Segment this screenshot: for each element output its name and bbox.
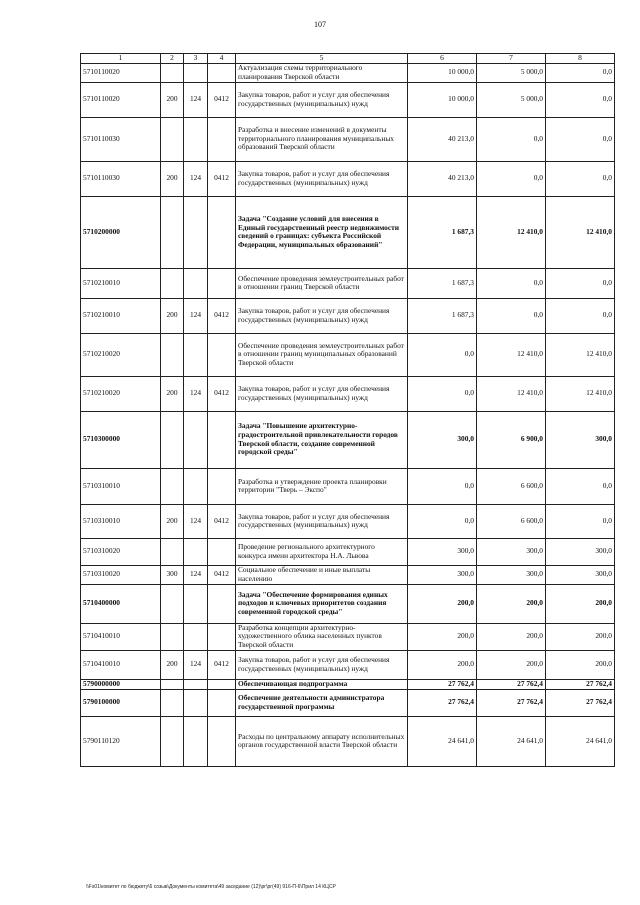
row-description: Закупка товаров, работ и услуг для обеспечения государственных (муниципальных) нужд: [236, 82, 408, 117]
row-col-4: [208, 716, 236, 766]
row-col-4: 0412: [208, 161, 236, 196]
row-description: Закупка товаров, работ и услуг для обеспечения государственных (муниципальных) нужд: [236, 504, 408, 538]
row-col-4: [208, 584, 236, 623]
row-code: 5710110030: [81, 117, 161, 161]
row-col-2: [161, 63, 184, 82]
row-col-4: [208, 196, 236, 268]
row-col-4: [208, 268, 236, 298]
row-col-2: [161, 538, 184, 565]
budget-table: [80, 53, 615, 767]
row-description: Расходы по центральному аппарату исполнительных органов государственной власти Тверской области: [236, 716, 408, 766]
row-value-6: 1 687,3: [408, 268, 477, 298]
table-row: [81, 689, 615, 716]
row-value-6: 200,0: [408, 650, 477, 679]
row-code: 5710110020: [81, 63, 161, 82]
row-value-8: 0,0: [546, 268, 615, 298]
row-col-2: 200: [161, 376, 184, 411]
row-col-4: [208, 117, 236, 161]
row-value-8: 300,0: [546, 411, 615, 468]
row-value-6: 300,0: [408, 411, 477, 468]
row-col-4: [208, 411, 236, 468]
row-col-3: [184, 584, 208, 623]
row-value-8: 27 762,4: [546, 679, 615, 689]
row-description: Обеспечение деятельности администратора государственной программы: [236, 689, 408, 716]
row-col-2: [161, 716, 184, 766]
column-header: 7: [477, 54, 546, 64]
row-col-4: 0412: [208, 376, 236, 411]
row-value-6: 10 000,0: [408, 82, 477, 117]
row-value-8: 24 641,0: [546, 716, 615, 766]
row-value-7: 0,0: [477, 161, 546, 196]
row-code: 5790000000: [81, 679, 161, 689]
row-value-7: 200,0: [477, 584, 546, 623]
row-col-2: [161, 411, 184, 468]
row-col-2: 200: [161, 161, 184, 196]
table-row: [81, 82, 615, 117]
row-value-6: 10 000,0: [408, 63, 477, 82]
row-code: 5790110120: [81, 716, 161, 766]
row-code: 5710400000: [81, 584, 161, 623]
table-row: [81, 584, 615, 623]
row-col-4: [208, 63, 236, 82]
row-code: 5710210020: [81, 376, 161, 411]
row-value-7: 6 900,0: [477, 411, 546, 468]
row-value-7: 6 600,0: [477, 468, 546, 504]
column-header-row: [81, 54, 615, 64]
row-description: Разработка и утверждение проекта планировки территории "Тверь – Экспо": [236, 468, 408, 504]
row-value-7: 6 600,0: [477, 504, 546, 538]
row-value-7: 12 410,0: [477, 376, 546, 411]
row-value-8: 0,0: [546, 161, 615, 196]
column-header: 8: [546, 54, 615, 64]
row-value-7: 300,0: [477, 565, 546, 584]
row-value-8: 12 410,0: [546, 376, 615, 411]
row-col-4: [208, 333, 236, 376]
file-path-footer: \\Fs01\комитет по бюджету\6 созыв\Документы комитета\49 заседание (12)\рг\рг(49) 916-П-6\Прил 14 КЦСР: [86, 884, 336, 890]
row-value-8: 0,0: [546, 82, 615, 117]
row-col-2: [161, 584, 184, 623]
table-row: [81, 538, 615, 565]
row-col-3: [184, 196, 208, 268]
column-header: 1: [81, 54, 161, 64]
row-value-6: 200,0: [408, 623, 477, 650]
row-value-8: 200,0: [546, 623, 615, 650]
row-col-3: [184, 411, 208, 468]
row-code: 5710410010: [81, 623, 161, 650]
row-value-8: 27 762,4: [546, 689, 615, 716]
row-description: Обеспечение проведения землеустроительных работ в отношении границ Тверской области: [236, 268, 408, 298]
row-value-7: 300,0: [477, 538, 546, 565]
row-col-4: [208, 623, 236, 650]
row-value-6: 27 762,4: [408, 689, 477, 716]
column-header: 3: [184, 54, 208, 64]
row-col-3: 124: [184, 565, 208, 584]
table-row: [81, 716, 615, 766]
row-col-3: 124: [184, 82, 208, 117]
row-value-6: 1 687,3: [408, 196, 477, 268]
row-col-2: [161, 468, 184, 504]
row-col-3: [184, 538, 208, 565]
row-value-6: 300,0: [408, 565, 477, 584]
row-col-4: 0412: [208, 298, 236, 333]
row-description: Задача "Обеспечение формирования единых подходов и ключевых приоритетов создания современной городской среды": [236, 584, 408, 623]
row-col-3: [184, 468, 208, 504]
table-row: [81, 196, 615, 268]
row-description: Задача "Повышение архитектурно-градостроительной привлекательности городов Тверской области, создание современной городской среды": [236, 411, 408, 468]
table-row: [81, 161, 615, 196]
table-row: [81, 117, 615, 161]
row-col-2: [161, 268, 184, 298]
row-col-3: [184, 623, 208, 650]
row-col-2: 200: [161, 504, 184, 538]
row-value-7: 27 762,4: [477, 679, 546, 689]
row-value-8: 12 410,0: [546, 333, 615, 376]
row-col-2: [161, 117, 184, 161]
row-col-3: 124: [184, 650, 208, 679]
table-row: [81, 376, 615, 411]
row-col-2: [161, 196, 184, 268]
row-code: 5790100000: [81, 689, 161, 716]
row-col-3: [184, 689, 208, 716]
column-header: 2: [161, 54, 184, 64]
row-value-6: 27 762,4: [408, 679, 477, 689]
row-col-4: 0412: [208, 504, 236, 538]
row-code: 5710310020: [81, 538, 161, 565]
page-number: 107: [314, 20, 326, 29]
row-description: Социальное обеспечение и иные выплаты населению: [236, 565, 408, 584]
table-row: [81, 298, 615, 333]
row-col-2: 200: [161, 82, 184, 117]
row-value-6: 1 687,3: [408, 298, 477, 333]
column-header: 4: [208, 54, 236, 64]
row-code: 5710310010: [81, 468, 161, 504]
row-value-8: 300,0: [546, 538, 615, 565]
row-col-2: [161, 689, 184, 716]
row-value-7: 12 410,0: [477, 333, 546, 376]
row-code: 5710210010: [81, 298, 161, 333]
row-description: Закупка товаров, работ и услуг для обеспечения государственных (муниципальных) нужд: [236, 161, 408, 196]
row-col-3: 124: [184, 504, 208, 538]
row-code: 5710110020: [81, 82, 161, 117]
row-description: Закупка товаров, работ и услуг для обеспечения государственных (муниципальных) нужд: [236, 298, 408, 333]
row-col-4: 0412: [208, 650, 236, 679]
row-value-8: 200,0: [546, 584, 615, 623]
row-code: 5710200000: [81, 196, 161, 268]
row-value-6: 300,0: [408, 538, 477, 565]
row-description: Разработка и внесение изменений в документы территориального планирования муниципальных образований Тверской области: [236, 117, 408, 161]
row-col-4: 0412: [208, 565, 236, 584]
row-col-3: [184, 333, 208, 376]
row-col-3: [184, 679, 208, 689]
table-row: [81, 411, 615, 468]
row-value-6: 24 641,0: [408, 716, 477, 766]
row-value-6: 200,0: [408, 584, 477, 623]
row-col-2: [161, 679, 184, 689]
row-value-6: 0,0: [408, 504, 477, 538]
row-description: Проведение регионального архитектурного конкурса имени архитектора Н.А. Львова: [236, 538, 408, 565]
row-description: Закупка товаров, работ и услуг для обеспечения государственных (муниципальных) нужд: [236, 650, 408, 679]
table-row: [81, 268, 615, 298]
row-value-7: 27 762,4: [477, 689, 546, 716]
row-description: Обеспечивающая подпрограмма: [236, 679, 408, 689]
row-value-6: 0,0: [408, 468, 477, 504]
row-col-2: [161, 623, 184, 650]
row-col-2: 300: [161, 565, 184, 584]
row-value-7: 0,0: [477, 117, 546, 161]
row-col-2: 200: [161, 298, 184, 333]
row-col-4: [208, 689, 236, 716]
row-value-8: 0,0: [546, 468, 615, 504]
table-row: [81, 565, 615, 584]
row-value-7: 0,0: [477, 298, 546, 333]
row-code: 5710210010: [81, 268, 161, 298]
row-value-8: 0,0: [546, 298, 615, 333]
row-col-4: [208, 679, 236, 689]
row-value-8: 0,0: [546, 63, 615, 82]
row-value-6: 0,0: [408, 376, 477, 411]
row-value-7: 5 000,0: [477, 63, 546, 82]
row-col-3: [184, 268, 208, 298]
row-value-8: 300,0: [546, 565, 615, 584]
row-value-8: 12 410,0: [546, 196, 615, 268]
table-row: [81, 333, 615, 376]
row-value-7: 200,0: [477, 650, 546, 679]
row-code: 5710210020: [81, 333, 161, 376]
row-col-3: 124: [184, 298, 208, 333]
row-value-8: 200,0: [546, 650, 615, 679]
row-value-6: 40 213,0: [408, 161, 477, 196]
row-value-6: 0,0: [408, 333, 477, 376]
row-col-3: [184, 117, 208, 161]
row-col-4: 0412: [208, 82, 236, 117]
table-row: [81, 650, 615, 679]
row-description: Закупка товаров, работ и услуг для обеспечения государственных (муниципальных) нужд: [236, 376, 408, 411]
row-value-7: 12 410,0: [477, 196, 546, 268]
row-value-8: 0,0: [546, 504, 615, 538]
table-row: [81, 63, 615, 82]
row-value-7: 200,0: [477, 623, 546, 650]
row-col-3: 124: [184, 376, 208, 411]
row-value-7: 0,0: [477, 268, 546, 298]
row-code: 5710300000: [81, 411, 161, 468]
row-description: Обеспечение проведения землеустроительных работ в отношении границ муниципальных образований Тверской области: [236, 333, 408, 376]
row-code: 5710110030: [81, 161, 161, 196]
table-row: [81, 504, 615, 538]
row-value-7: 5 000,0: [477, 82, 546, 117]
row-col-3: 124: [184, 161, 208, 196]
row-description: Разработка концепции архитектурно-художественного облика населенных пунктов Тверской области: [236, 623, 408, 650]
row-col-3: [184, 716, 208, 766]
row-description: Задача "Создание условий для внесения в Единый государственный реестр недвижимости сведений о границах: субъекта Российской Федерации, муниципальных образований": [236, 196, 408, 268]
row-code: 5710310010: [81, 504, 161, 538]
row-col-2: [161, 333, 184, 376]
column-header: 6: [408, 54, 477, 64]
row-value-6: 40 213,0: [408, 117, 477, 161]
row-value-7: 24 641,0: [477, 716, 546, 766]
column-header: 5: [236, 54, 408, 64]
table-row: [81, 679, 615, 689]
row-col-3: [184, 63, 208, 82]
table-row: [81, 623, 615, 650]
row-description: Актуализация схемы территориального планирования Тверской области: [236, 63, 408, 82]
row-col-2: 200: [161, 650, 184, 679]
row-col-4: [208, 538, 236, 565]
row-value-8: 0,0: [546, 117, 615, 161]
row-col-4: [208, 468, 236, 504]
row-code: 5710410010: [81, 650, 161, 679]
table-row: [81, 468, 615, 504]
row-code: 5710310020: [81, 565, 161, 584]
